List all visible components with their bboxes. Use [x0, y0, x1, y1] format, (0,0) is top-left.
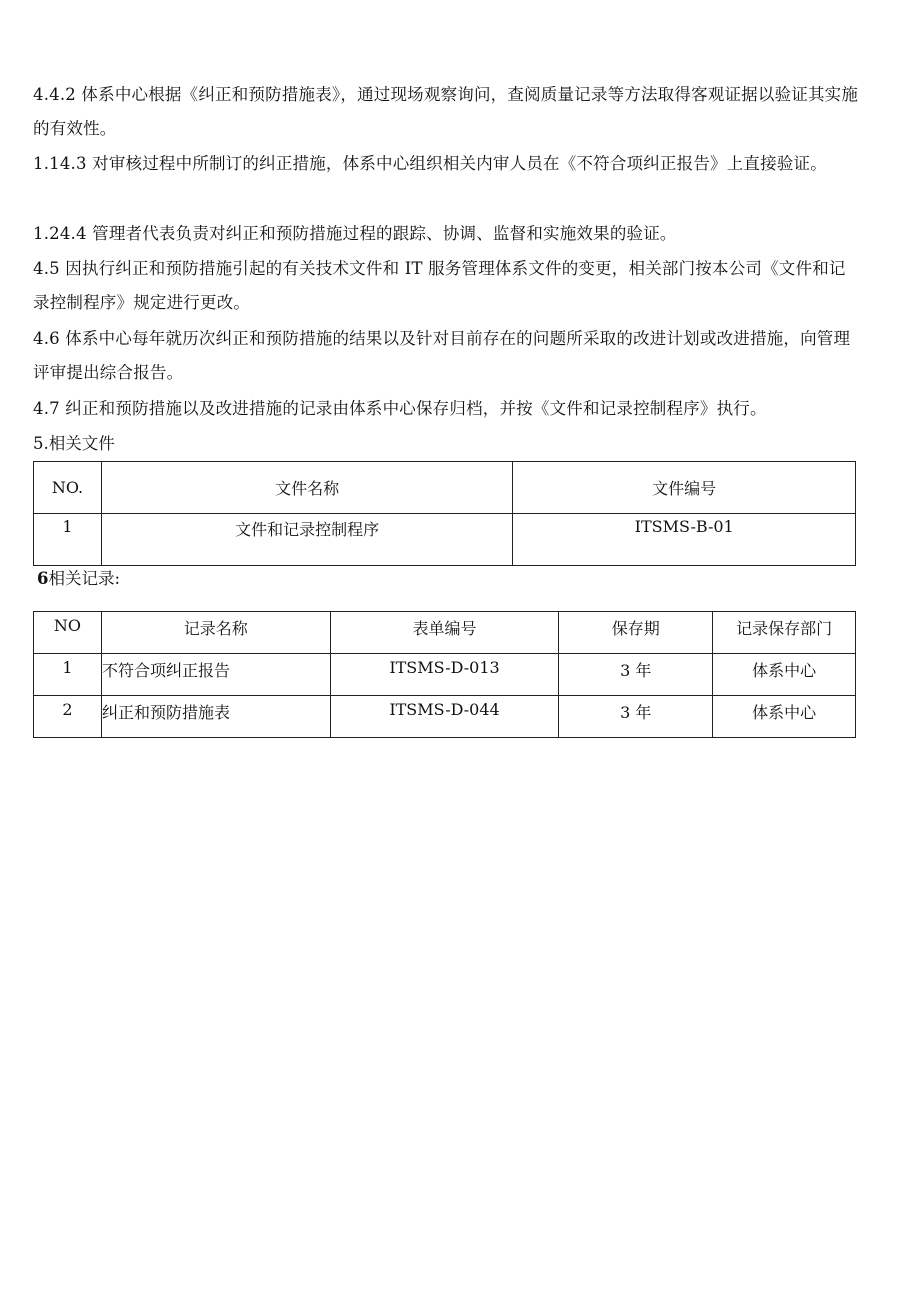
paragraph-4-6: 4.6 体系中心每年就历次纠正和预防措施的结果以及针对目前存在的问题所采取的改进计划或改进措施，向管理评审提出综合报告。 [33, 329, 851, 382]
paragraph-1-14-3: 1.14.3 对审核过程中所制订的纠正措施，体系中心组织相关内审人员在《不符合项纠正报告》上直接验证。 [33, 154, 827, 173]
table-header-row [34, 612, 856, 654]
related-records-table [33, 611, 856, 738]
table-header-row [34, 462, 856, 514]
section-6-number: 6 [37, 569, 49, 588]
paragraph-4-4-2: 4.4.2 体系中心根据《纠正和预防措施表》，通过现场观察询问，查阅质量记录等方法取得客观证据以验证其实施的有效性。 [33, 85, 859, 138]
header-cell-doc-number: 文件编号 [513, 462, 856, 514]
table-row [34, 654, 856, 696]
cell-no: 1 [34, 514, 102, 566]
table-row [34, 696, 856, 738]
table-row [34, 514, 856, 566]
cell-record-name: 不符合项纠正报告 [101, 654, 330, 696]
cell-retention: 3 年 [559, 654, 713, 696]
header-cell-no: NO. [34, 462, 102, 514]
cell-doc-name: 文件和记录控制程序 [101, 514, 512, 566]
header-cell-form-number: 表单编号 [330, 612, 559, 654]
section-5-heading: 5.相关文件 [33, 434, 115, 453]
header-cell-record-name: 记录名称 [101, 612, 330, 654]
section-6-title: 相关记录: [48, 569, 121, 588]
header-cell-retention: 保存期 [559, 612, 713, 654]
cell-department: 体系中心 [713, 654, 856, 696]
cell-record-name: 纠正和预防措施表 [101, 696, 330, 738]
paragraph-4-5: 4.5 因执行纠正和预防措施引起的有关技术文件和 IT 服务管理体系文件的变更，相关部门按本公司《文件和记录控制程序》规定进行更改。 [33, 259, 846, 312]
header-cell-department: 记录保存部门 [713, 612, 856, 654]
header-cell-no: NO [34, 612, 102, 654]
related-documents-table [33, 461, 856, 566]
paragraph-1-24-4: 1.24.4 管理者代表负责对纠正和预防措施过程的跟踪、协调、监督和实施效果的验证。 [33, 224, 677, 243]
cell-no: 2 [34, 696, 102, 738]
cell-doc-number: ITSMS-B-01 [513, 514, 856, 566]
header-cell-doc-name: 文件名称 [101, 462, 512, 514]
cell-no: 1 [34, 654, 102, 696]
paragraph-4-7: 4.7 纠正和预防措施以及改进措施的记录由体系中心保存归档，并按《文件和记录控制程序》执行。 [33, 399, 767, 418]
cell-form-number: ITSMS-D-013 [330, 654, 559, 696]
cell-form-number: ITSMS-D-044 [330, 696, 559, 738]
cell-department: 体系中心 [713, 696, 856, 738]
section-6-heading [37, 567, 120, 591]
cell-retention: 3 年 [559, 696, 713, 738]
